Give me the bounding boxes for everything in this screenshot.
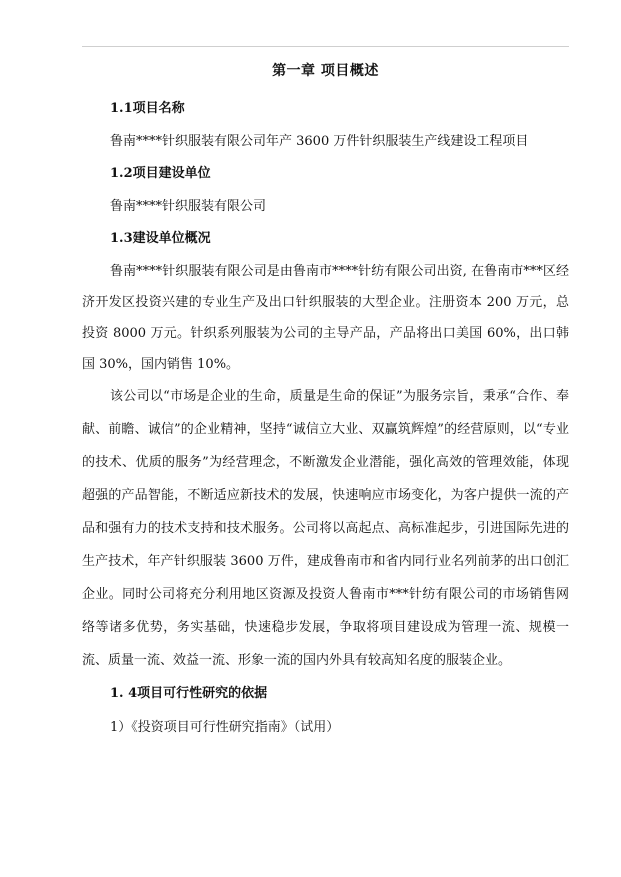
- feasibility-basis-item: 1）《投资项目可行性研究指南》（试用）: [110, 720, 340, 735]
- section-heading-unit-overview: 1.3建设单位概况: [110, 231, 211, 246]
- project-name-text: 鲁南****针织服装有限公司年产 3600 万件针织服装生产线建设工程项目: [110, 134, 529, 149]
- section-heading-construction-unit: 1.2项目建设单位: [110, 166, 211, 181]
- chapter-title: 第一章 项目概述: [272, 63, 379, 79]
- section-heading-feasibility-basis: 1. 4项目可行性研究的依据: [110, 686, 268, 701]
- construction-unit-text: 鲁南****针织服装有限公司: [110, 199, 267, 214]
- section-heading-project-name: 1.1项目名称: [110, 101, 185, 116]
- page-header-rule: [82, 46, 569, 47]
- unit-overview-paragraph-2: 该公司以“市场是企业的生命，质量是生命的保证”为服务宗旨，秉承“合作、奉献、前瞻、诚信”的企业精神，坚持“诚信立大业、双赢筑辉煌”的经营原则，以“专业的技术、优质的服务”为经营理念，不断激发企业潜能，强化高效的管理效能，体现超强的产品智能，不断适应新技术的发展，快速响应市场变化，为客户提供一流的产品和强有力的技术支持和技术服务。公司将以高起点、高标准起步，引进国际先进的生产技术，年产针织服装 3600 万件，建成鲁南市和省内同行业名列前茅的出口创汇企业。同时公司将充分利用地区资源及投资人鲁南市***针纺有限公司的市场销售网络等诸多优势，务实基础，快速稳步发展，争取将项目建设成为管理一流、规模一流、质量一流、效益一流、形象一流的国内外具有较高知名度的服装企业。: [82, 389, 569, 668]
- document-page: [82, 58, 569, 745]
- unit-overview-paragraph-1: 鲁南****针织服装有限公司是由鲁南市****针纺有限公司出资, 在鲁南市***区经济开发区投资兴建的专业生产及出口针织服装的大型企业。注册资本 200 万元，总投资 8000 万元。针织系列服装为公司的主导产品，产品将出口美国 60%，出口韩国 30%，国内销售 10%。: [82, 264, 569, 372]
